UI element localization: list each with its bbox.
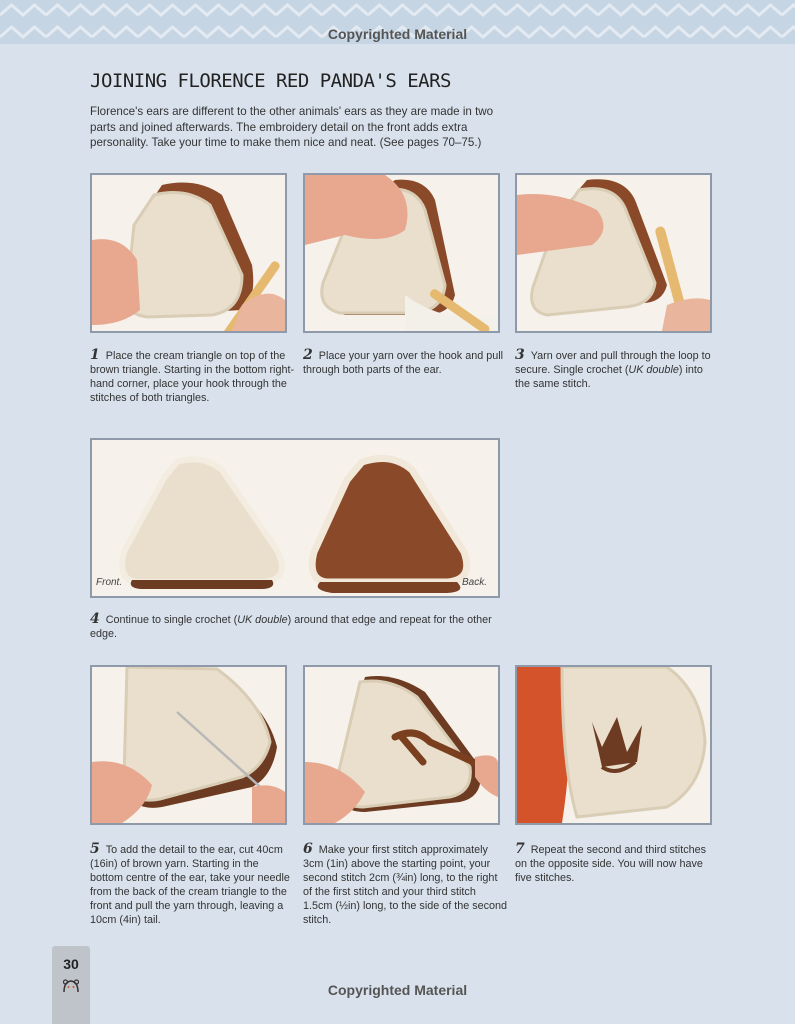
step-6 [303, 842, 508, 927]
step-2-text: Place your yarn over the hook and pull through both parts of the ear. [303, 350, 504, 376]
page-title: JOINING FLORENCE RED PANDA'S EARS [90, 70, 451, 92]
step-5-number: 5 [90, 841, 100, 857]
step-3-text-a: Yarn over and pull through the loop to secure. Single crochet ( [515, 350, 711, 376]
step-6-number: 6 [303, 841, 313, 857]
step-3 [515, 348, 715, 391]
photo-step-4 [90, 438, 500, 598]
caption-back: Back. [462, 577, 488, 588]
step-3-number: 3 [515, 347, 525, 363]
copyright-footer: Copyrighted Material [327, 982, 468, 998]
photo-step-2 [303, 173, 500, 333]
copyright-header: Copyrighted Material [327, 26, 468, 42]
step-4-text-em: UK double [237, 614, 288, 626]
step-7-number: 7 [515, 841, 525, 857]
page-number: 30 [63, 956, 79, 972]
photo-step-6 [303, 665, 500, 825]
step-7 [515, 842, 715, 885]
step-4-text-a: Continue to single crochet ( [105, 614, 238, 626]
step-3-text-em: UK double [628, 364, 679, 376]
photo-step-7 [515, 665, 712, 825]
step-5 [90, 842, 290, 927]
step-2 [303, 348, 503, 377]
step-2-number: 2 [303, 347, 313, 363]
step-7-text: Repeat the second and third stitches on the opposite side. You will now have five stitches. [515, 844, 707, 884]
step-6-text: Make your first stitch approximately 3cm (1in) above the starting point, your second stitch 2cm (¾in) long, to the right of the first stitch and your third stitch 1.5cm (½in) long, to the side of the second stitch. [303, 844, 508, 926]
step-4-number: 4 [90, 611, 100, 627]
photo-step-5 [90, 665, 287, 825]
caption-front: Front. [96, 577, 123, 588]
photo-step-1 [90, 173, 287, 333]
step-1-number: 1 [90, 347, 100, 363]
intro-paragraph: Florence's ears are different to the other animals' ears as they are made in two parts and joined afterwards. The embroidery detail on the front adds extra personality. Take your time to make them nice and neat. (See pages 70–75.) [90, 105, 494, 149]
step-3-text-b: ) into the same stitch. [515, 364, 703, 390]
step-4 [90, 612, 500, 641]
photo-step-3 [515, 173, 712, 333]
step-5-text: To add the detail to the ear, cut 40cm (16in) of brown yarn. Starting in the bottom centre of the ear, take your needle from the back of the cream triangle to the front and pull the yarn through, leaving a 10cm (4in) tail. [90, 844, 290, 926]
step-1 [90, 348, 298, 405]
step-4-text-b: ) around that edge and repeat for the other edge. [90, 614, 492, 640]
step-1-text: Place the cream triangle on top of the brown triangle. Starting in the bottom right-hand corner, place your hook through the stitches of both triangles. [90, 350, 295, 404]
